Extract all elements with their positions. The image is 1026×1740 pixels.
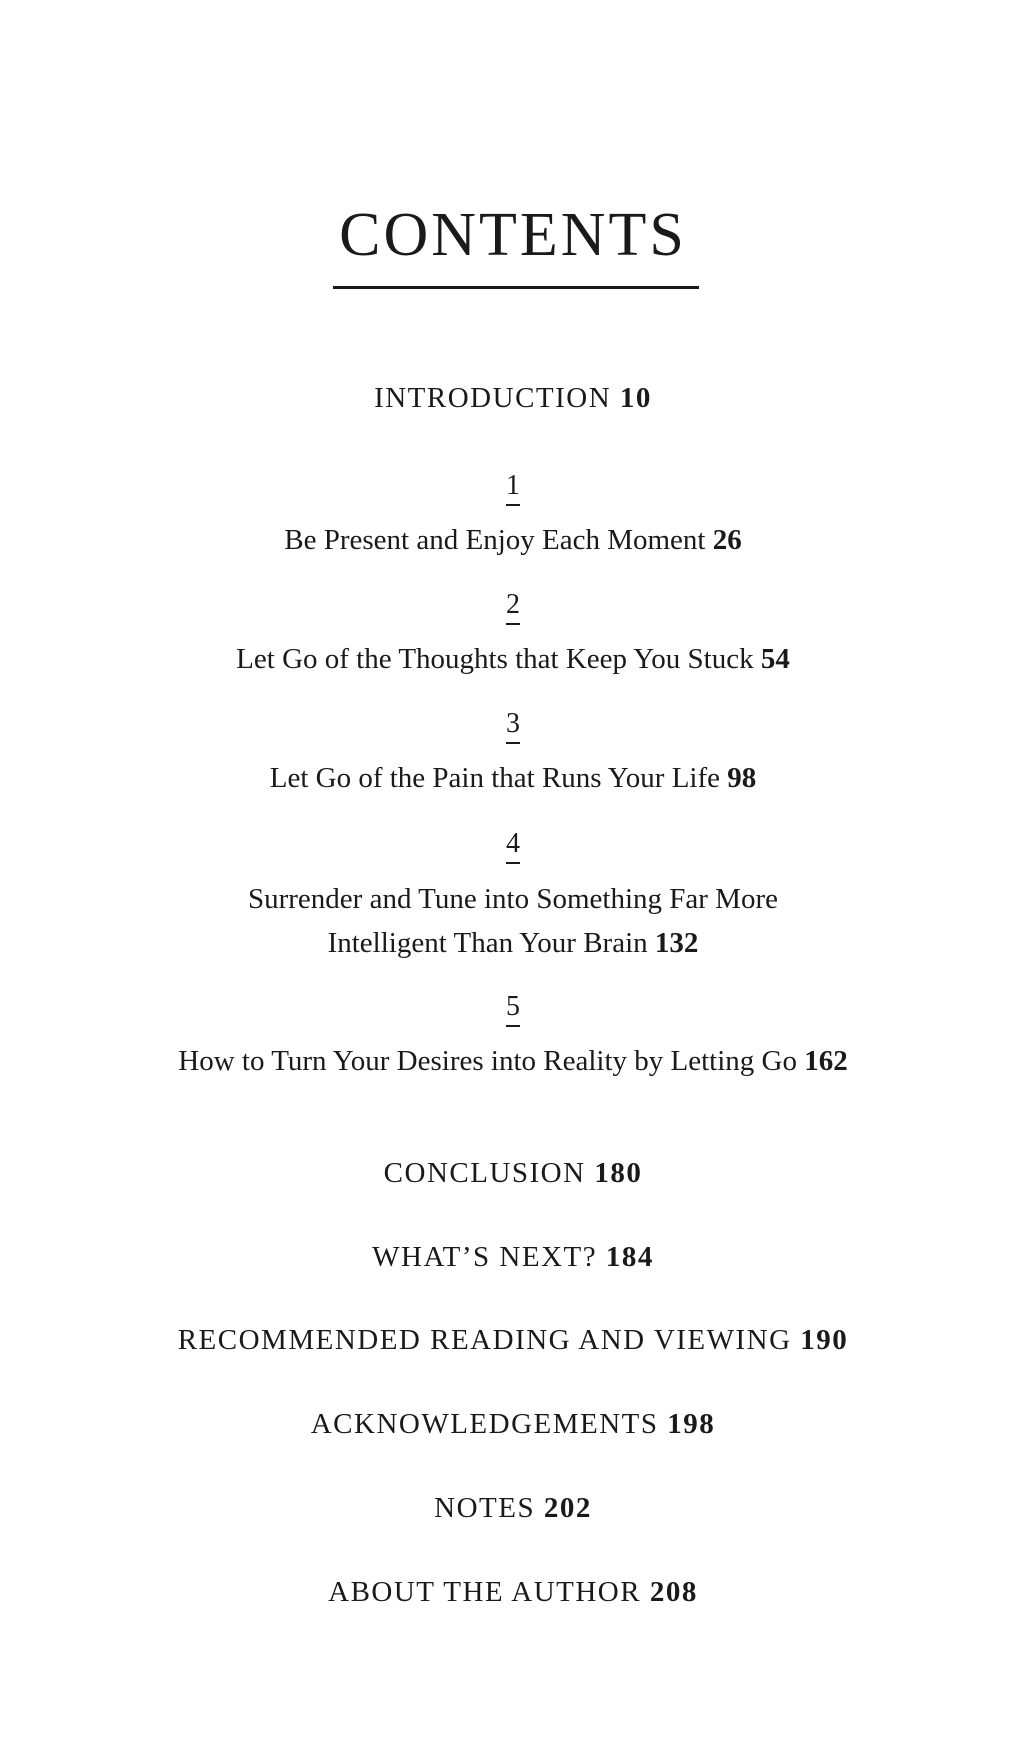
toc-entry-chapter-2[interactable]: [0, 637, 1026, 681]
entry-label: NOTES: [434, 1492, 536, 1524]
chapter-number-5: 5: [0, 991, 1026, 1027]
toc-entry-chapter-5[interactable]: [0, 1039, 1026, 1083]
entry-label: CONCLUSION: [383, 1157, 586, 1189]
entry-label: RECOMMENDED READING AND VIEWING: [177, 1324, 792, 1356]
toc-entry-notes[interactable]: [0, 1490, 1026, 1526]
toc-entry-conclusion[interactable]: [0, 1155, 1026, 1191]
entry-label: Be Present and Enjoy Each Moment: [284, 524, 706, 556]
toc-entry-recommended-reading[interactable]: [0, 1322, 1026, 1358]
entry-page-number: 132: [654, 927, 699, 959]
toc-entry-chapter-3[interactable]: [0, 756, 1026, 800]
entry-page-number: 190: [800, 1324, 849, 1356]
toc-entry-chapter-4[interactable]: [0, 877, 1026, 965]
entry-page-number: 202: [543, 1492, 592, 1524]
entry-page-number: 26: [712, 524, 742, 556]
entry-page-number: 10: [619, 382, 652, 414]
toc-entry-chapter-1[interactable]: [0, 518, 1026, 562]
entry-label: How to Turn Your Desires into Reality by Letting Go: [178, 1045, 797, 1077]
entry-page-number: 162: [804, 1045, 848, 1077]
entry-page-number: 198: [667, 1408, 716, 1440]
entry-page-number: 184: [605, 1241, 654, 1273]
toc-entry-acknowledgements[interactable]: [0, 1406, 1026, 1442]
entry-page-number: 208: [649, 1576, 698, 1608]
page-title: [0, 200, 1026, 270]
entry-label: INTRODUCTION: [374, 382, 612, 414]
entry-page-number: 54: [760, 643, 790, 675]
entry-page-number: 98: [727, 762, 757, 794]
toc-entry-about-the-author[interactable]: [0, 1574, 1026, 1610]
chapter-number-2: 2: [0, 589, 1026, 625]
toc-entry-introduction[interactable]: [0, 380, 1026, 416]
chapter-number-3: 3: [0, 708, 1026, 744]
entry-label: ACKNOWLEDGEMENTS: [310, 1408, 659, 1440]
entry-label: Let Go of the Thoughts that Keep You Stuck: [236, 643, 754, 675]
chapter-number-4: 4: [0, 828, 1026, 864]
contents-heading: CONTENTS: [339, 201, 687, 269]
entry-label: WHAT’S NEXT?: [372, 1241, 598, 1273]
entry-label: Let Go of the Pain that Runs Your Life: [269, 762, 720, 794]
chapter-number-1: 1: [0, 470, 1026, 506]
entry-page-number: 180: [594, 1157, 643, 1189]
entry-label-line-2: Intelligent Than Your Brain: [327, 927, 648, 959]
title-underline: [333, 286, 699, 289]
entry-label-line-1: Surrender and Tune into Something Far More: [247, 883, 778, 915]
entry-label: ABOUT THE AUTHOR: [328, 1576, 642, 1608]
toc-entry-whats-next[interactable]: [0, 1239, 1026, 1275]
